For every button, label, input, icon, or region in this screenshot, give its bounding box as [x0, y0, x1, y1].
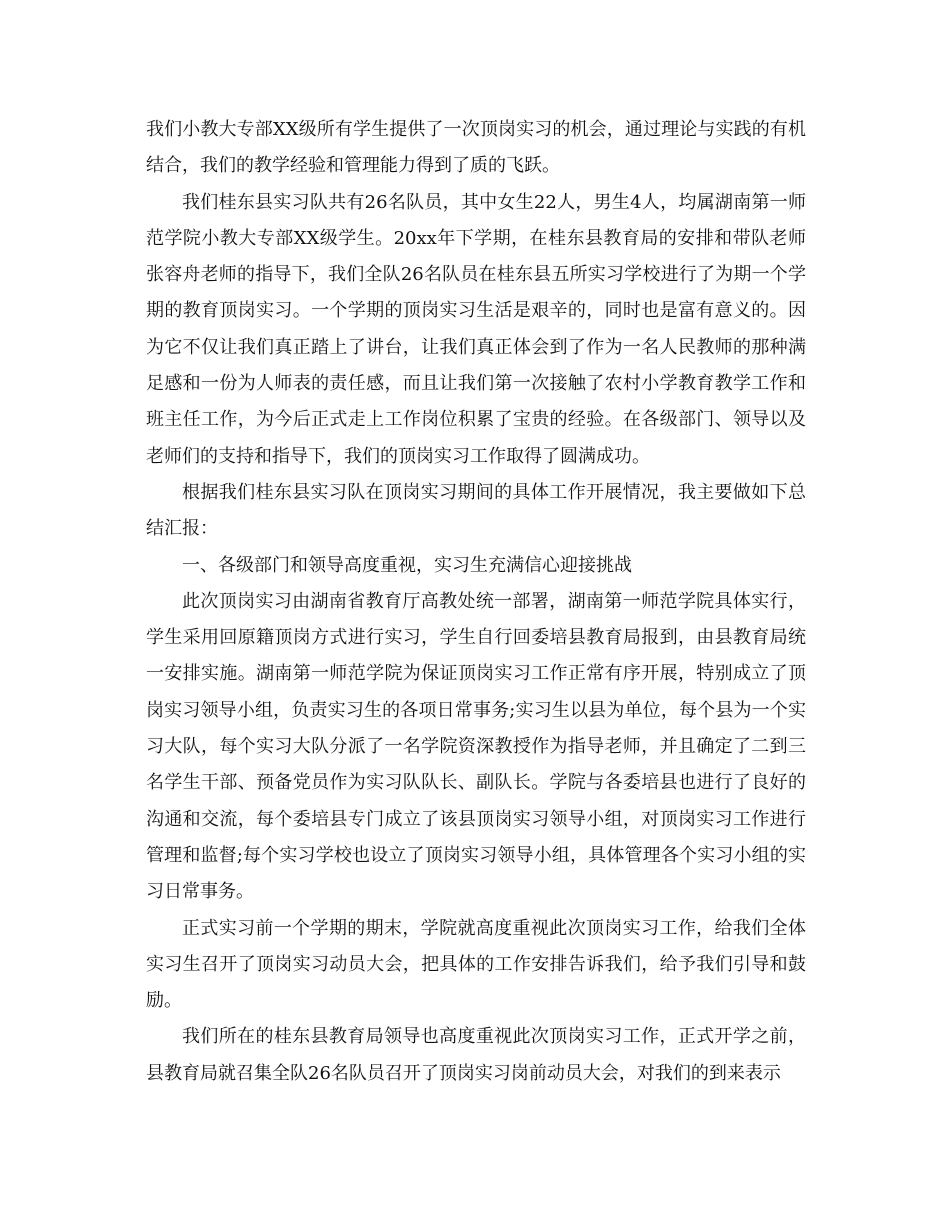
section-heading-1: 一、各级部门和领导高度重视，实习生充满信心迎接挑战 — [182, 554, 632, 576]
paragraph-mobilization: 正式实习前一个学期的期末，学院就高度重视此次顶岗实习工作，给我们全体实习生召开了顶岗实习动员大会，把具体的工作安排告诉我们，给予我们引导和鼓励。 — [146, 917, 806, 1012]
paragraph-intro-continuation: 我们小教大专部XX级所有学生提供了一次顶岗实习的机会，通过理论与实践的有机结合，我们的教学经验和管理能力得到了质的飞跃。 — [146, 119, 806, 177]
paragraph-county-bureau: 我们所在的桂东县教育局领导也高度重视此次顶岗实习工作，正式开学之前，县教育局就召集全队26名队员召开了顶岗实习岗前动员大会，对我们的到来表示 — [146, 1026, 806, 1084]
document-body — [146, 112, 806, 1092]
paragraph-summary-intro: 根据我们桂东县实习队在顶岗实习期间的具体工作开展情况，我主要做如下总结汇报： — [146, 481, 806, 540]
paragraph-team-overview: 我们桂东县实习队共有26名队员，其中女生22人，男生4人，均属湖南第一师范学院小教大专部XX级学生。20xx年下学期，在桂东县教育局的安排和带队老师张容舟老师的指导下，我们全队26名队员在桂东县五所实习学校进行了为期一个学期的教育顶岗实习。一个学期的顶岗实习生活是艰辛的，同时也是富有意义的。因为它不仅让我们真正踏上了讲台，让我们真正体会到了作为一名人民教师的那种满足感和一份为人师表的责任感，而且让我们第一次接触了农村小学教育教学工作和班主任工作，为今后正式走上工作岗位积累了宝贵的经验。在各级部门、领导以及老师们的支持和指导下，我们的顶岗实习工作取得了圆满成功。 — [146, 191, 806, 467]
paragraph-organization: 此次顶岗实习由湖南省教育厅高教处统一部署，湖南第一师范学院具体实行，学生采用回原籍顶岗方式进行实习，学生自行回委培县教育局报到，由县教育局统一安排实施。湖南第一师范学院为保证顶岗实习工作正常有序开展，特别成立了顶岗实习领导小组，负责实习生的各项日常事务;实习生以县为单位，每个县为一个实习大队，每个实习大队分派了一名学院资深教授作为指导老师，并且确定了二到三名学生干部、预备党员作为实习队队长、副队长。学院与各委培县也进行了良好的沟通和交流，每个委培县专门成立了该县顶岗实习领导小组，对顶岗实习工作进行管理和监督;每个实习学校也设立了顶岗实习领导小组，具体管理各个实习小组的实习日常事务。 — [146, 590, 806, 903]
